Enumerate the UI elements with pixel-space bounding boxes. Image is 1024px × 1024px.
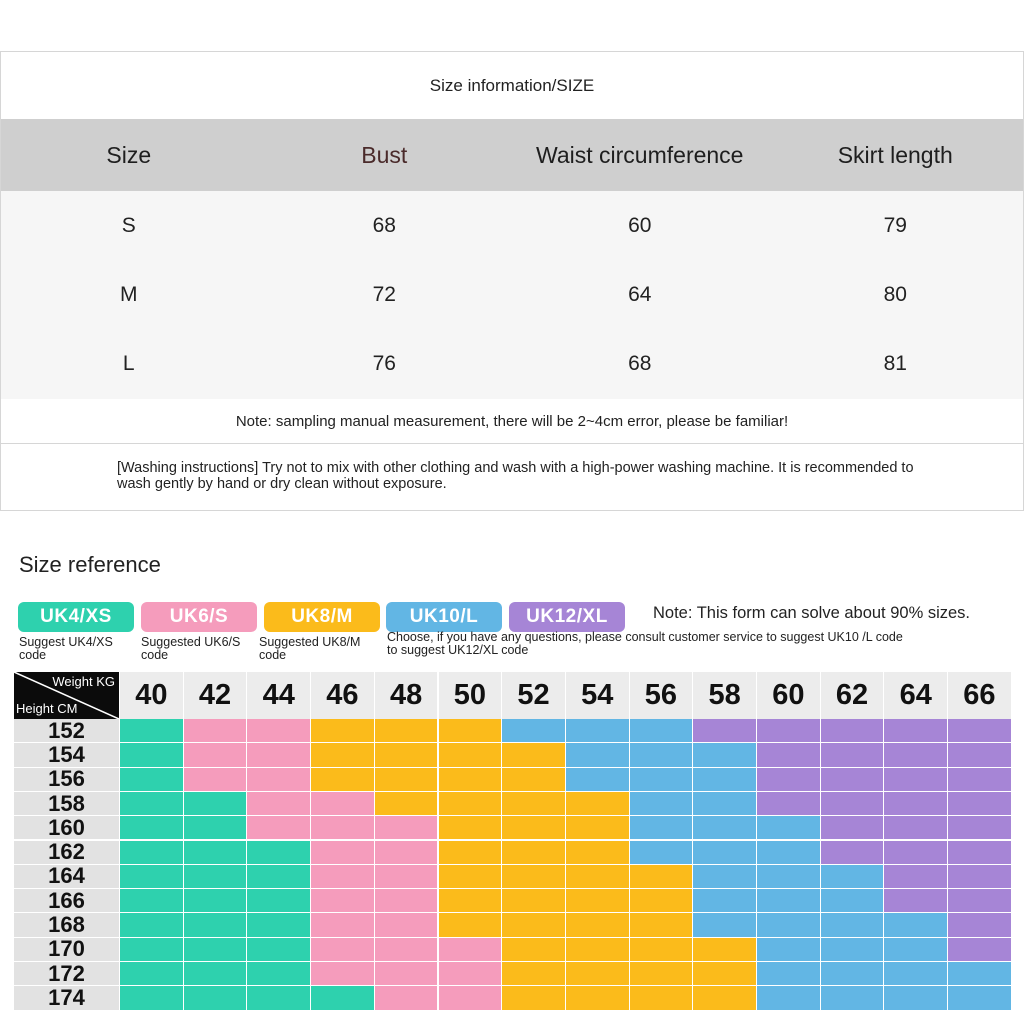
size-grid-cell xyxy=(884,792,948,816)
size-grid-cell xyxy=(120,792,184,816)
size-grid-cell xyxy=(630,913,694,937)
size-grid-cell xyxy=(375,986,439,1010)
size-grid-cell xyxy=(184,889,248,913)
size-grid-cell xyxy=(120,938,184,962)
size-grid-cell xyxy=(311,913,375,937)
skirt-length-value: 81 xyxy=(883,351,907,375)
size-grid-cell xyxy=(247,913,311,937)
size-grid-cell xyxy=(566,719,630,743)
grid-corner-header xyxy=(14,672,119,719)
size-grid-cell xyxy=(311,889,375,913)
size-grid-cell xyxy=(311,841,375,865)
height-header: 174 xyxy=(14,986,119,1010)
size-grid-cell xyxy=(757,768,821,792)
size-grid-cell xyxy=(439,768,503,792)
badge-uk4-xs: UK4/XS xyxy=(18,602,134,632)
table-row xyxy=(1,191,1023,260)
size-grid-cell xyxy=(247,743,311,767)
size-grid-cell xyxy=(439,889,503,913)
size-grid-cell xyxy=(948,841,1012,865)
size-grid-cell xyxy=(948,768,1012,792)
size-grid-cell xyxy=(821,889,885,913)
size-grid-cell xyxy=(884,986,948,1010)
size-grid-cell xyxy=(757,913,821,937)
skirt-length-value: 79 xyxy=(883,213,907,237)
weight-header: 56 xyxy=(630,672,694,719)
size-grid-cell xyxy=(566,889,630,913)
size-grid-cell xyxy=(184,865,248,889)
size-grid-cell xyxy=(821,743,885,767)
size-grid-cell xyxy=(884,743,948,767)
header-skirt-length: Skirt length xyxy=(837,141,953,168)
size-value: S xyxy=(121,213,136,237)
height-header: 164 xyxy=(14,865,119,889)
size-grid-cell xyxy=(311,865,375,889)
size-grid-cell xyxy=(184,816,248,840)
weight-header: 50 xyxy=(439,672,503,719)
size-grid-cell xyxy=(693,938,757,962)
size-grid-cell xyxy=(821,816,885,840)
size-grid-cell xyxy=(630,865,694,889)
size-grid-cell xyxy=(120,962,184,986)
size-grid-cell xyxy=(375,865,439,889)
weight-header: 54 xyxy=(566,672,630,719)
size-grid-cell xyxy=(311,938,375,962)
badge-caption-uk4: Suggest UK4/XS code xyxy=(19,635,113,662)
height-header: 158 xyxy=(14,792,119,816)
size-grid-cell xyxy=(502,719,566,743)
height-header: 162 xyxy=(14,841,119,865)
height-header: 156 xyxy=(14,768,119,792)
size-grid-cell xyxy=(439,962,503,986)
size-grid-cell xyxy=(948,719,1012,743)
size-grid-cell xyxy=(247,865,311,889)
weight-header: 42 xyxy=(184,672,248,719)
size-grid-cell xyxy=(693,889,757,913)
size-grid-cell xyxy=(821,768,885,792)
size-grid-cell xyxy=(439,743,503,767)
size-grid-cell xyxy=(566,743,630,767)
size-grid-cell xyxy=(247,816,311,840)
size-grid-cell xyxy=(757,719,821,743)
header-waist: Waist circumference xyxy=(536,141,744,168)
size-grid-cell xyxy=(247,841,311,865)
size-value: M xyxy=(120,282,138,306)
size-grid-cell xyxy=(184,938,248,962)
size-grid-cell xyxy=(757,962,821,986)
size-grid-cell xyxy=(884,889,948,913)
size-grid-cell xyxy=(120,865,184,889)
size-grid-cell xyxy=(375,768,439,792)
size-grid-cell xyxy=(566,792,630,816)
size-grid-cell xyxy=(821,986,885,1010)
size-info-title: Size information/SIZE xyxy=(429,75,595,95)
size-grid-cell xyxy=(630,816,694,840)
size-grid-cell xyxy=(439,938,503,962)
height-header: 160 xyxy=(14,816,119,840)
size-grid-cell xyxy=(120,743,184,767)
size-grid-cell xyxy=(948,816,1012,840)
size-grid-cell xyxy=(439,719,503,743)
table-row xyxy=(1,260,1023,329)
size-grid-cell xyxy=(693,743,757,767)
size-grid-cell xyxy=(630,768,694,792)
waist-value: 64 xyxy=(628,282,652,306)
size-grid-cell xyxy=(247,938,311,962)
size-grid-cell xyxy=(120,913,184,937)
size-grid-cell xyxy=(630,743,694,767)
size-grid-cell xyxy=(247,719,311,743)
skirt-length-value: 80 xyxy=(883,282,907,306)
table-row xyxy=(1,329,1023,398)
size-grid-cell xyxy=(311,743,375,767)
size-grid-cell xyxy=(566,913,630,937)
size-grid-cell xyxy=(375,938,439,962)
size-grid-cell xyxy=(630,889,694,913)
size-grid-cell xyxy=(311,768,375,792)
weight-header: 58 xyxy=(693,672,757,719)
size-grid-cell xyxy=(311,962,375,986)
size-grid-cell xyxy=(502,865,566,889)
size-grid-cell xyxy=(948,889,1012,913)
height-header: 154 xyxy=(14,743,119,767)
washing-instructions: [Washing instructions] Try not to mix with other clothing and wash with a high-power washing machine. It is recommended to wash gently by hand or dry clean without exposure. xyxy=(117,460,914,492)
size-grid-cell xyxy=(247,792,311,816)
weight-header: 46 xyxy=(311,672,375,719)
size-grid-cell xyxy=(948,913,1012,937)
size-grid-cell xyxy=(184,768,248,792)
size-grid-cell xyxy=(693,962,757,986)
size-grid-cell xyxy=(948,986,1012,1010)
size-grid-cell xyxy=(502,816,566,840)
size-grid-cell xyxy=(247,889,311,913)
size-grid-cell xyxy=(821,792,885,816)
weight-axis-label: Weight KG xyxy=(52,674,115,689)
size-grid-cell xyxy=(439,841,503,865)
size-grid-cell xyxy=(120,719,184,743)
size-grid-cell xyxy=(184,743,248,767)
size-grid-cell xyxy=(439,816,503,840)
weight-header: 44 xyxy=(247,672,311,719)
size-grid-cell xyxy=(120,889,184,913)
size-grid-cell xyxy=(821,865,885,889)
size-grid-cell xyxy=(502,889,566,913)
size-grid-cell xyxy=(948,792,1012,816)
weight-header: 40 xyxy=(120,672,184,719)
size-grid-cell xyxy=(184,913,248,937)
header-bust: Bust xyxy=(361,141,408,168)
weight-header: 62 xyxy=(821,672,885,719)
badge-uk6-s: UK6/S xyxy=(141,602,257,632)
size-grid-cell xyxy=(311,986,375,1010)
badge-uk12-xl: UK12/XL xyxy=(509,602,625,632)
bust-value: 72 xyxy=(372,282,396,306)
size-grid-cell xyxy=(693,986,757,1010)
size-grid-cell xyxy=(311,816,375,840)
size-grid-cell xyxy=(120,841,184,865)
size-grid-cell xyxy=(375,816,439,840)
size-grid-cell xyxy=(757,743,821,767)
size-grid-cell xyxy=(311,792,375,816)
height-axis-label: Height CM xyxy=(16,701,78,716)
weight-header: 60 xyxy=(757,672,821,719)
size-grid-cell xyxy=(184,841,248,865)
size-grid-cell xyxy=(247,962,311,986)
size-grid-cell xyxy=(630,962,694,986)
height-header: 170 xyxy=(14,938,119,962)
size-grid-cell xyxy=(884,865,948,889)
size-grid-cell xyxy=(439,792,503,816)
size-grid-cell xyxy=(884,768,948,792)
size-grid-cell xyxy=(502,986,566,1010)
weight-header: 64 xyxy=(884,672,948,719)
weight-header: 66 xyxy=(948,672,1012,719)
weight-header: 48 xyxy=(375,672,439,719)
height-header: 166 xyxy=(14,889,119,913)
size-grid-cell xyxy=(566,986,630,1010)
waist-value: 68 xyxy=(628,351,652,375)
size-grid-cell xyxy=(757,841,821,865)
size-grid-cell xyxy=(502,841,566,865)
size-grid-cell xyxy=(184,986,248,1010)
size-grid-cell xyxy=(948,938,1012,962)
size-grid-cell xyxy=(375,792,439,816)
size-grid-cell xyxy=(757,889,821,913)
height-header: 168 xyxy=(14,913,119,937)
size-grid-cell xyxy=(566,841,630,865)
size-grid-cell xyxy=(502,743,566,767)
size-grid-cell xyxy=(821,962,885,986)
size-grid-cell xyxy=(884,962,948,986)
badge-caption-uk8: Suggested UK8/M code xyxy=(259,635,361,662)
size-grid-cell xyxy=(502,913,566,937)
size-grid-cell xyxy=(502,768,566,792)
height-header: 152 xyxy=(14,719,119,743)
measurement-note: Note: sampling manual measurement, there will be 2~4cm error, please be familiar! xyxy=(1,399,1023,444)
size-grid-cell xyxy=(375,913,439,937)
badge-uk10-l: UK10/L xyxy=(386,602,502,632)
size-grid-cell xyxy=(566,768,630,792)
size-grid-cell xyxy=(757,865,821,889)
size-grid-cell xyxy=(948,743,1012,767)
size-table xyxy=(1,119,1023,399)
badge-caption-uk6: Suggested UK6/S code xyxy=(141,635,241,662)
size-grid-cell xyxy=(630,986,694,1010)
size-grid-cell xyxy=(566,865,630,889)
size-grid-cell xyxy=(630,719,694,743)
size-grid-cell xyxy=(439,986,503,1010)
size-grid-cell xyxy=(757,792,821,816)
size-grid-cell xyxy=(184,962,248,986)
size-grid-cell xyxy=(120,768,184,792)
size-grid-cell xyxy=(630,841,694,865)
weight-header: 52 xyxy=(502,672,566,719)
size-grid-cell xyxy=(184,792,248,816)
size-reference-note: Note: This form can solve about 90% sizes. xyxy=(653,604,971,622)
height-header: 172 xyxy=(14,962,119,986)
size-grid-cell xyxy=(375,841,439,865)
size-value: L xyxy=(122,351,135,375)
waist-value: 60 xyxy=(628,213,652,237)
size-grid-cell xyxy=(566,816,630,840)
size-reference-help: Choose, if you have any questions, please consult customer service to suggest UK10 /L code to suggest UK12/XL code xyxy=(387,630,903,657)
size-grid-cell xyxy=(693,913,757,937)
size-grid-cell xyxy=(120,816,184,840)
size-grid-cell xyxy=(375,962,439,986)
size-grid-cell xyxy=(948,962,1012,986)
size-table-header xyxy=(1,119,1023,191)
size-grid-cell xyxy=(821,719,885,743)
size-grid-cell xyxy=(821,841,885,865)
size-grid-cell xyxy=(948,865,1012,889)
size-grid-cell xyxy=(693,816,757,840)
size-grid-cell xyxy=(502,792,566,816)
size-grid-cell xyxy=(375,889,439,913)
size-grid-cell xyxy=(884,841,948,865)
size-grid-cell xyxy=(821,913,885,937)
size-grid-cell xyxy=(693,841,757,865)
size-grid-cell xyxy=(566,938,630,962)
size-grid-cell xyxy=(375,743,439,767)
bust-value: 76 xyxy=(372,351,396,375)
size-grid-cell xyxy=(184,719,248,743)
size-grid-cell xyxy=(693,768,757,792)
size-information-card xyxy=(0,51,1024,511)
size-grid-cell xyxy=(884,719,948,743)
size-grid-cell xyxy=(630,792,694,816)
size-grid-cell xyxy=(821,938,885,962)
size-grid-cell xyxy=(884,816,948,840)
size-grid-cell xyxy=(757,938,821,962)
size-grid-cell xyxy=(375,719,439,743)
bust-value: 68 xyxy=(372,213,396,237)
size-grid-cell xyxy=(630,938,694,962)
size-grid-cell xyxy=(884,913,948,937)
badge-uk8-m: UK8/M xyxy=(264,602,380,632)
size-grid-cell xyxy=(693,719,757,743)
size-grid-cell xyxy=(693,865,757,889)
size-grid-cell xyxy=(439,913,503,937)
size-grid-cell xyxy=(693,792,757,816)
size-grid-cell xyxy=(247,986,311,1010)
size-grid-cell xyxy=(311,719,375,743)
size-grid-cell xyxy=(502,962,566,986)
size-grid-cell xyxy=(757,986,821,1010)
size-grid-cell xyxy=(439,865,503,889)
size-grid-cell xyxy=(120,986,184,1010)
size-grid-cell xyxy=(566,962,630,986)
size-grid-cell xyxy=(502,938,566,962)
size-grid-cell xyxy=(247,768,311,792)
size-grid-cell xyxy=(884,938,948,962)
size-grid-cell xyxy=(757,816,821,840)
size-reference-title: Size reference xyxy=(19,552,161,577)
header-size: Size xyxy=(106,141,152,168)
